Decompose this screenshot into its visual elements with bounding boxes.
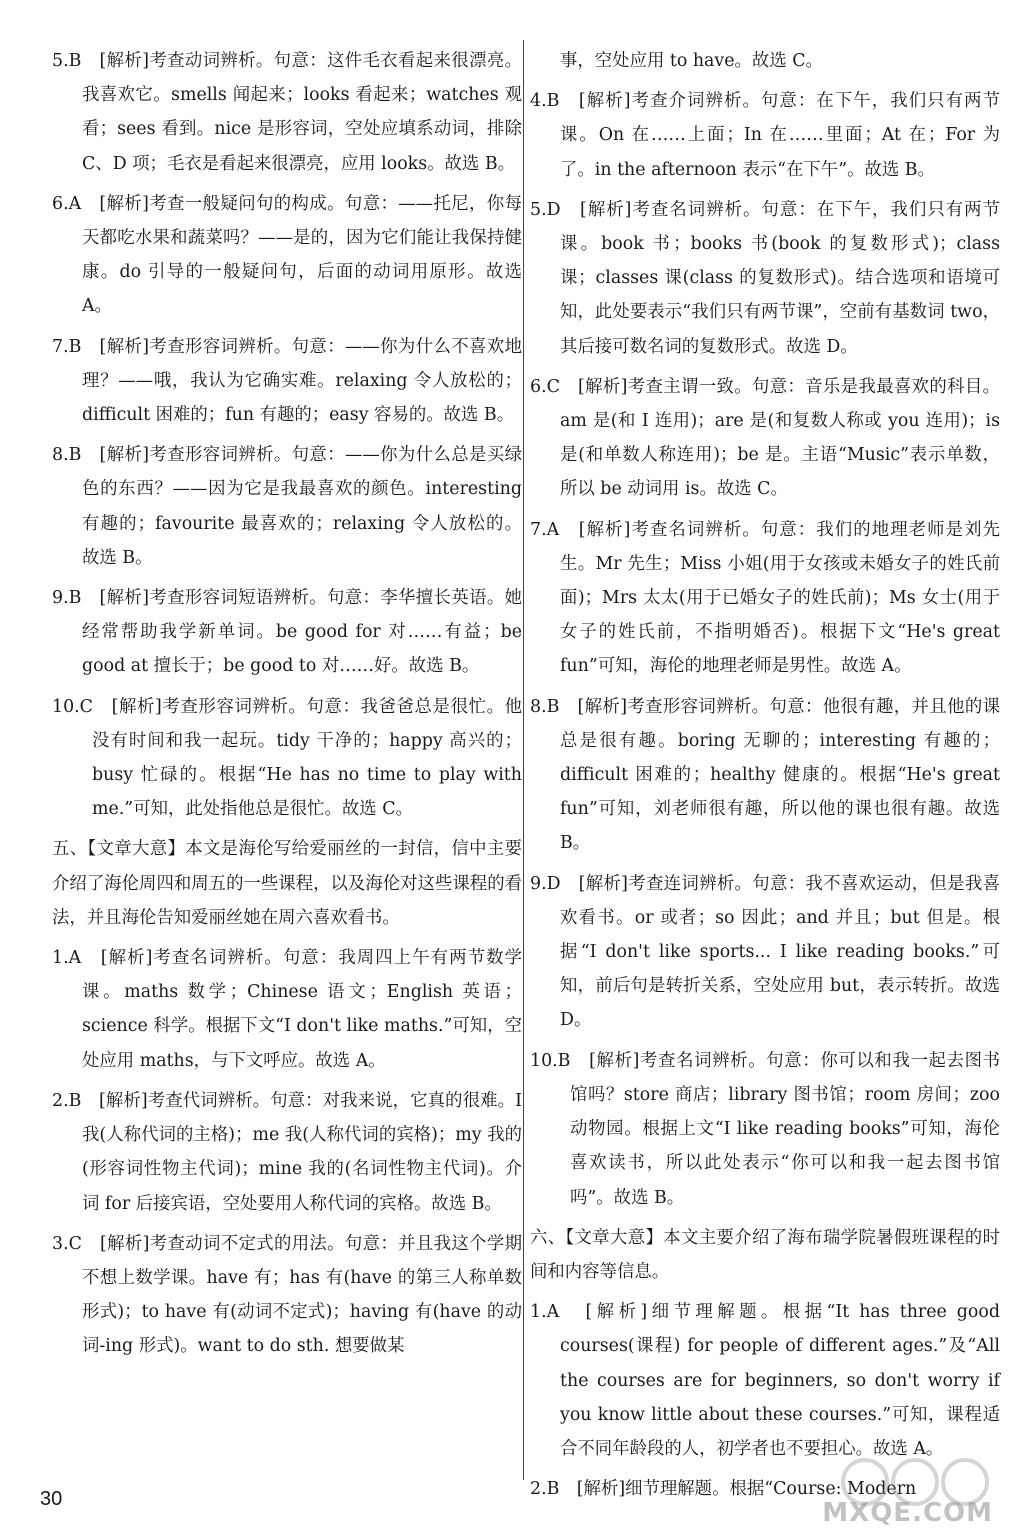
answer-section6-2: 2.B [解析]细节理解题。根据“Course: Modern bbox=[530, 1479, 917, 1500]
answer-10: 10.C [解析]考查形容词辨析。句意：我爸爸总是很忙。他没有时间和我一起玩。tidy 干净的；happy 高兴的；busy 忙碌的。根据“He has no time to play with me.”可知，此处指他总是很忙。故选 C。 bbox=[52, 696, 522, 820]
answer-section5-6: 6.C [解析]考查主谓一致。句意：音乐是我最喜欢的科目。am 是(和 I 连用)；are 是(和复数人称或 you 连用)；is 是(和单数人称连用)；be 是。主语“Music”表示单数，所以 be 动词用 is。故选 C。 bbox=[530, 376, 1000, 500]
answer-8: 8.B [解析]考查形容词辨析。句意：——你为什么总是买绿色的东西？——因为它是我最喜欢的颜色。interesting 有趣的；favourite 最喜欢的；relaxing 令人放松的。故选 B。 bbox=[52, 445, 522, 568]
answer-section5-9: 9.D [解析]考查连词辨析。句意：我不喜欢运动，但是我喜欢看书。or 或者；so 因此；and 并且；but 但是。根据“I don't like sports... I like reading books.”可知，前后句是转折关系，空处应用 but，表示转折。故选 D。 bbox=[530, 873, 1000, 1031]
section-5-summary: 五、【文章大意】本文是海伦写给爱丽丝的一封信，信中主要介绍了海伦周四和周五的一些课程，以及海伦对这些课程的看法，并且海伦告知爱丽丝她在周六喜欢看书。 bbox=[52, 839, 522, 928]
answer-section5-7: 7.A [解析]考查名词辨析。句意：我们的地理老师是刘先生。Mr 先生；Miss 小姐(用于女孩或未婚女子的姓氏前面)；Mrs 太太(用于已婚女子的姓氏前)；Ms 女士(用于女子的姓氏前，不指明婚否)。根据下文“He's great fun”可知，海伦的地理老师是男性。故选 A。 bbox=[530, 519, 1000, 677]
section-6-summary: 六、【文章大意】本文主要介绍了海布瑞学院暑假班课程的时间和内容等信息。 bbox=[530, 1227, 1000, 1282]
answer-3-continued: 事，空处应用 to have。故选 C。 bbox=[560, 51, 823, 71]
answer-9: 9.B [解析]考查形容词短语辨析。句意：李华擅长英语。她经常帮助我学新单词。be good for 对……有益；be good at 擅长于；be good to 对……好。故选 B。 bbox=[52, 588, 522, 677]
answer-section6-1: 1.A [解析]细节理解题。根据“It has three good courses(课程) for people of different ages.”及“All the courses are for beginners, so don't worry if you know little about these courses.”可知，课程适合不同年龄段的人，初学者也不要担心。故选 A。 bbox=[530, 1302, 1000, 1459]
answer-section5-10: 10.B [解析]考查名词辨析。句意：你可以和我一起去图书馆吗？store 商店；library 图书馆；room 房间；zoo 动物园。根据上文“I like reading books”可知，海伦喜欢读书，所以此处表示“你可以和我一起去图书馆吗”。故选 B。 bbox=[530, 1050, 1000, 1208]
column-divider bbox=[523, 40, 524, 1480]
right-column bbox=[530, 44, 1000, 1500]
left-column bbox=[52, 44, 522, 1484]
answer-section5-5: 5.D [解析]考查名词辨析。句意：在下午，我们只有两节课。book 书；books 书(book 的复数形式)；class 课；classes 课(class 的复数形式)。结合选项和语境可知，此处要表示“我们只有两节课”，空前有基数词 two，其后接可数名词的复数形式。故选 D。 bbox=[530, 199, 1000, 357]
answer-section5-3: 3.C [解析]考查动词不定式的用法。句意：并且我这个学期不想上数学课。have 有；has 有(have 的第三人称单数形式)；to have 有(动词不定式)；having 有(have 的动词-ing 形式)。want to do sth. 想要做某 bbox=[52, 1233, 522, 1357]
answer-section5-8: 8.B [解析]考查形容词辨析。句意：他很有趣，并且他的课总是很有趣。boring 无聊的；interesting 有趣的；difficult 困难的；healthy 健康的。根据“He's great fun”可知，刘老师很有趣，所以他的课也很有趣。故选 B。 bbox=[530, 696, 1000, 854]
page-number: 30 bbox=[40, 1488, 63, 1510]
watermark-text: MXQE.COM bbox=[822, 1498, 993, 1528]
answer-section5-2: 2.B [解析]考查代词辨析。句意：对我来说，它真的很难。I 我(人称代词的主格)；me 我(人称代词的宾格)；my 我的(形容词性物主代词)；mine 我的(名词性物主代词)。介词 for 后接宾语，空处要用人称代词的宾格。故选 B。 bbox=[52, 1090, 522, 1214]
answer-7: 7.B [解析]考查形容词辨析。句意：——你为什么不喜欢地理？——哦，我认为它确实难。relaxing 令人放松的；difficult 困难的；fun 有趣的；easy 容易的。故选 B。 bbox=[52, 336, 522, 426]
answer-section5-1: 1.A [解析]考查名词辨析。句意：我周四上午有两节数学课。maths 数学；Chinese 语文；English 英语；science 科学。根据下文“I don't like maths.”可知，空处应用 maths，与下文呼应。故选 A。 bbox=[52, 948, 522, 1071]
answer-5: 5.B [解析]考查动词辨析。句意：这件毛衣看起来很漂亮。我喜欢它。smells 闻起来；looks 看起来；watches 观看；sees 看到。nice 是形容词，空处应填系动词，排除 C、D 项；毛衣是看起来很漂亮，应用 looks。故选 B。 bbox=[52, 51, 522, 174]
answer-6: 6.A [解析]考查一般疑问句的构成。句意：——托尼，你每天都吃水果和蔬菜吗？——是的，因为它们能让我保持健康。do 引导的一般疑问句，后面的动词用原形。故选 A。 bbox=[52, 193, 522, 317]
answer-section5-4: 4.B [解析]考查介词辨析。句意：在下午，我们只有两节课。On 在……上面；In 在……里面；At 在；For 为了。in the afternoon 表示“在下午”。故选 B。 bbox=[530, 91, 1000, 180]
